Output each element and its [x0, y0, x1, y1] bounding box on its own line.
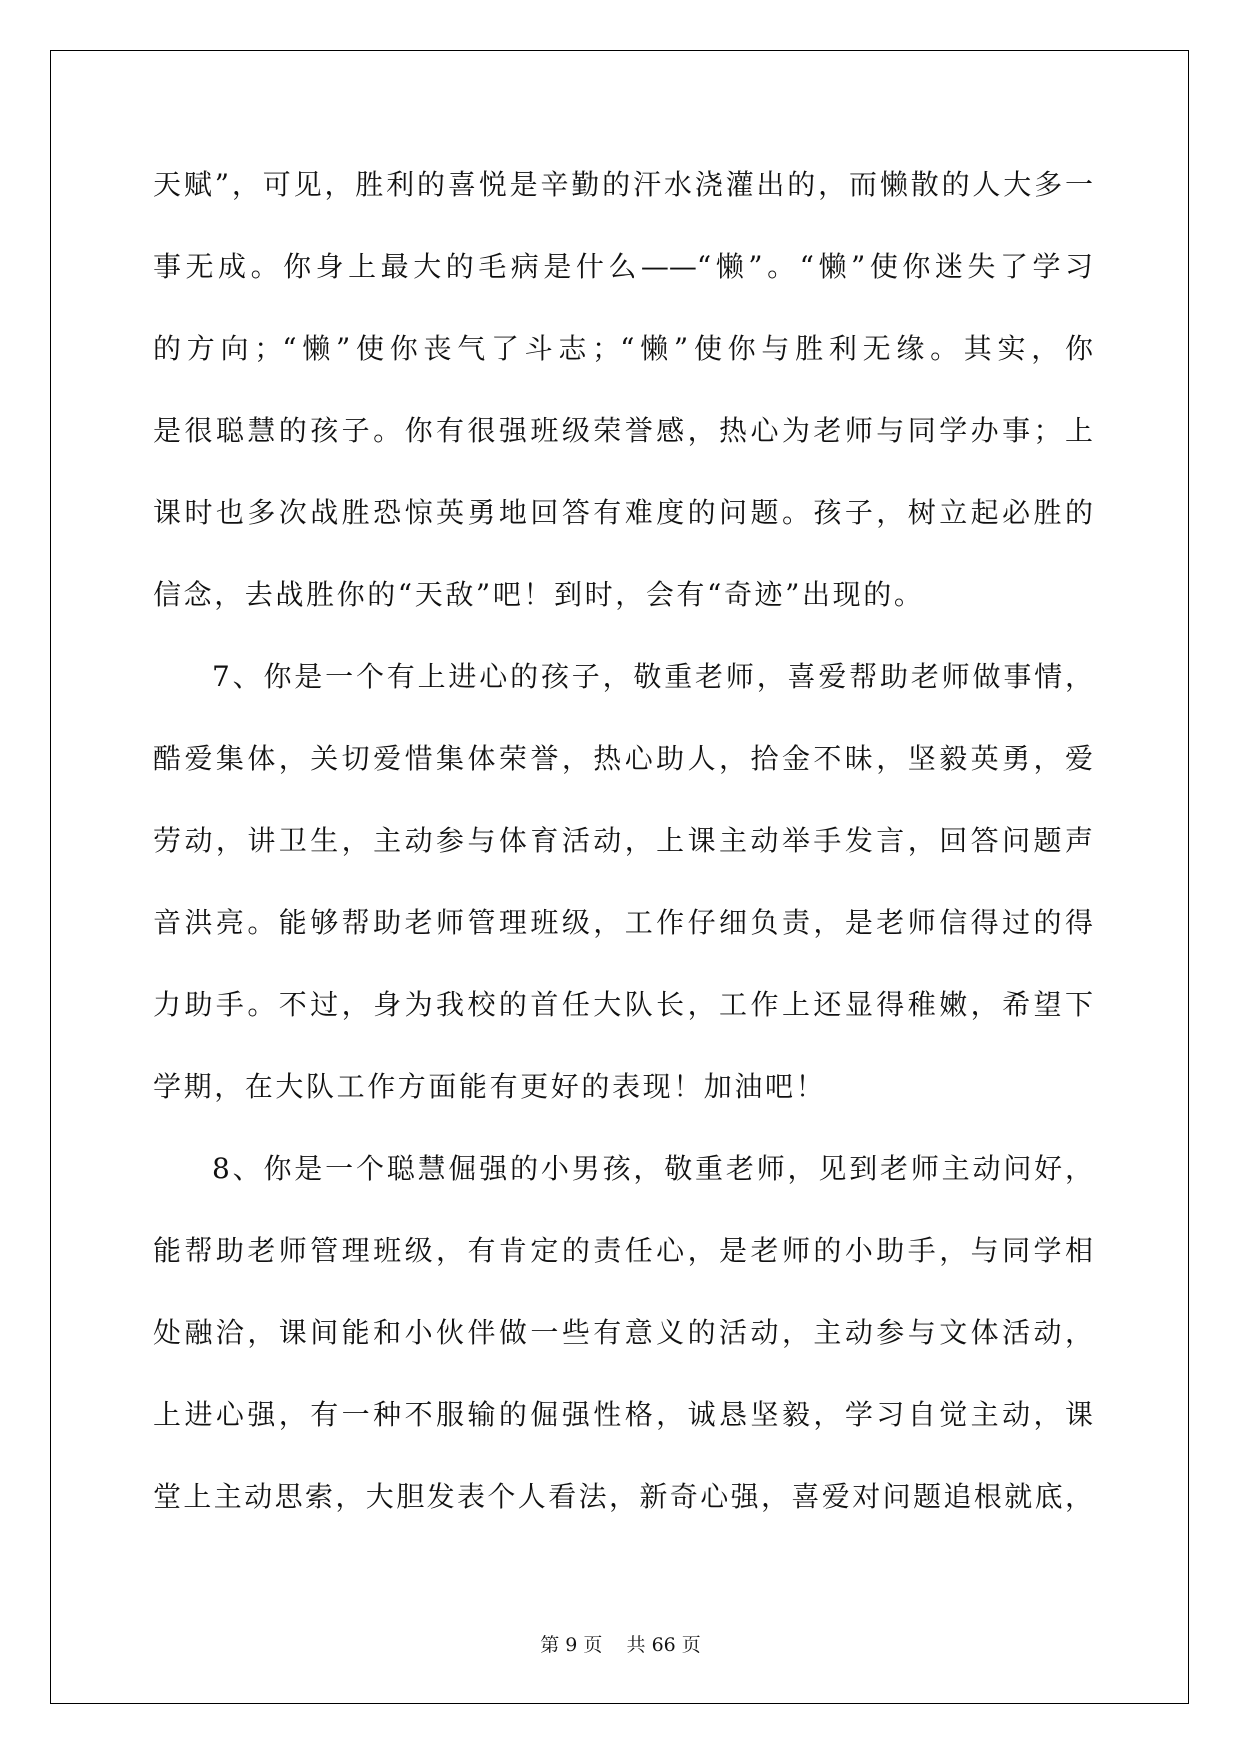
text-line: 天赋”，可见，胜利的喜悦是辛勤的汗水浇灌出的，而懒散的人大多一	[153, 168, 1093, 201]
text-line: 劳动，讲卫生，主动参与体育活动，上课主动举手发言，回答问题声	[153, 824, 1093, 857]
text-line: 处融洽，课间能和小伙伴做一些有意义的活动，主动参与文体活动，	[153, 1316, 1093, 1349]
text-line: 酷爱集体，关切爱惜集体荣誉，热心助人，拾金不昧，坚毅英勇，爱	[153, 742, 1093, 775]
text-line: 课时也多次战胜恐惊英勇地回答有难度的问题。孩子，树立起必胜的	[153, 496, 1093, 529]
text-line: 堂上主动思索，大胆发表个人看法，新奇心强，喜爱对问题追根就底，	[153, 1480, 1093, 1513]
text-line: 7、你是一个有上进心的孩子，敬重老师，喜爱帮助老师做事情，	[212, 660, 1093, 693]
document-body	[153, 152, 1093, 1546]
text-line: 是很聪慧的孩子。你有很强班级荣誉感，热心为老师与同学办事；上	[153, 414, 1093, 447]
text-line: 8、你是一个聪慧倔强的小男孩，敬重老师，见到老师主动问好，	[212, 1152, 1093, 1185]
text-line: 的方向；“懒”使你丧气了斗志；“懒”使你与胜利无缘。其实，你	[153, 332, 1093, 365]
text-line: 音洪亮。能够帮助老师管理班级，工作仔细负责，是老师信得过的得	[153, 906, 1093, 939]
text-line: 学期，在大队工作方面能有更好的表现！加油吧！	[153, 1070, 827, 1103]
text-line: 能帮助老师管理班级，有肯定的责任心，是老师的小助手，与同学相	[153, 1234, 1093, 1267]
text-line: 力助手。不过，身为我校的首任大队长，工作上还显得稚嫩，希望下	[153, 988, 1093, 1021]
page-number-footer: 第 9 页 共 66 页	[540, 1634, 701, 1656]
text-line: 信念，去战胜你的“天敌”吧！到时，会有“奇迹”出现的。	[153, 578, 925, 611]
text-line: 事无成。你身上最大的毛病是什么——“懒”。“懒”使你迷失了学习	[153, 250, 1093, 283]
text-line: 上进心强，有一种不服输的倔强性格，诚恳坚毅，学习自觉主动，课	[153, 1398, 1093, 1431]
